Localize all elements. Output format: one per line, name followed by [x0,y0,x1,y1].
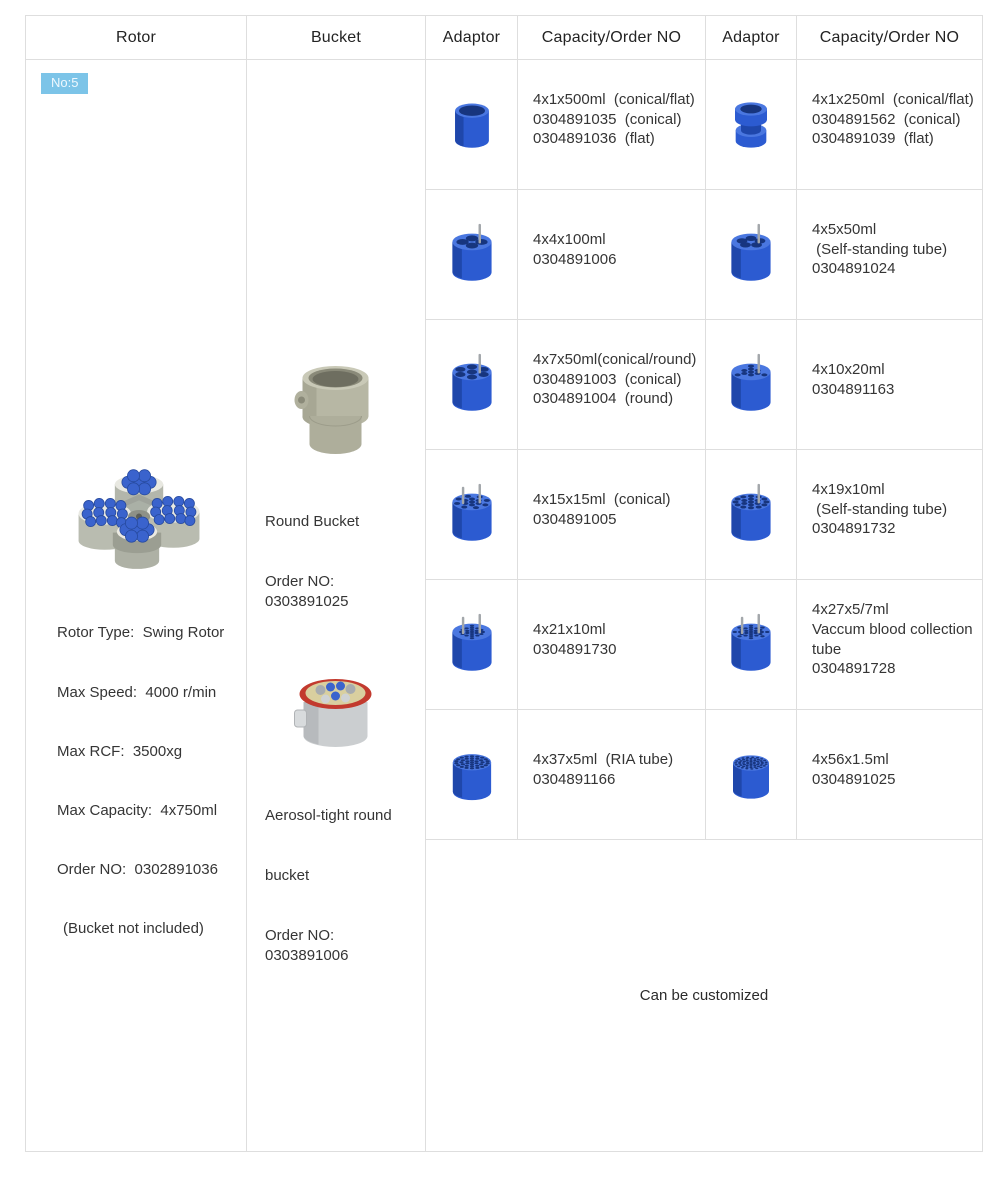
col-header-adaptor-2: Adaptor [706,16,797,60]
aerosol-bucket-label [265,766,421,1006]
rotor-spec-line: (Bucket not included) [63,919,204,937]
capacity-line: 0304891006 [533,250,617,268]
col-header-bucket: Bucket [247,16,426,60]
adaptor-image-56x1.5ml [706,710,797,840]
capacity-line: tube [812,640,842,658]
capacity-line: (Self-standing tube) [812,240,948,258]
round-bucket-label [265,472,421,652]
capacity-line: 0304891039 (flat) [812,130,934,148]
bucket-label-line: Round Bucket [265,513,360,530]
capacity-cell [518,320,706,450]
adaptor-image-21x10ml [426,580,518,710]
capacity-cell [797,710,983,840]
capacity-line: Vaccum blood collection [812,620,973,638]
rotor-spec-line: Rotor Type: Swing Rotor [57,624,225,642]
bucket-order-no: Order NO: 0303891025 [265,573,349,610]
col-header-adaptor-1: Adaptor [426,16,518,60]
capacity-line: 0304891166 [533,770,616,788]
capacity-line: 4x19x10ml [812,480,885,498]
capacity-line: 4x37x5ml (RIA tube) [533,750,674,768]
col-header-capacity-1: Capacity/Order NO [518,16,706,60]
capacity-cell [797,60,983,190]
capacity-line: 4x1x250ml (conical/flat) [812,90,974,108]
capacity-line: 0304891005 [533,510,617,528]
rotor-specs [57,584,240,978]
capacity-line: 4x10x20ml [812,360,885,378]
rotor-cell [26,60,247,1152]
capacity-line: 0304891036 (flat) [533,130,655,148]
adaptor-image-37x5ml [426,710,518,840]
capacity-cell [797,190,983,320]
adaptor-image-500ml [426,60,518,190]
bucket-cell [247,60,426,1152]
capacity-cell [518,190,706,320]
capacity-line: 0304891732 [812,520,896,538]
rotor-number-badge: No:5 [41,73,88,94]
capacity-line: 0304891004 (round) [533,390,674,408]
capacity-line: 4x56x1.5ml [812,750,889,768]
capacity-line: 4x4x100ml [533,230,606,248]
capacity-cell [518,450,706,580]
customized-note-cell [426,840,983,1152]
customized-note: Can be customized [639,987,769,1004]
rotor-spec-line: Max Capacity: 4x750ml [57,801,218,819]
capacity-cell [518,580,706,710]
adaptor-image-250ml [706,60,797,190]
adaptor-image-4x100ml [426,190,518,320]
capacity-cell [797,450,983,580]
round-bucket-image [274,352,399,472]
capacity-line: 4x21x10ml [533,620,606,638]
capacity-line: 0304891562 (conical) [812,110,961,128]
bucket-label-line: Aerosol-tight round [265,807,392,824]
bucket-order-no: Order NO: 0303891006 [265,927,349,964]
capacity-line: 4x7x50ml(conical/round) [533,350,697,368]
col-header-capacity-2: Capacity/Order NO [797,16,983,60]
capacity-cell [518,710,706,840]
capacity-line: 0304891730 [533,640,617,658]
capacity-line: 0304891728 [812,660,896,678]
capacity-line: 0304891035 (conical) [533,110,682,128]
adaptor-image-5x50ml [706,190,797,320]
adaptor-image-10x20ml [706,320,797,450]
capacity-cell [518,60,706,190]
adaptor-image-7x50ml [426,320,518,450]
aerosol-bucket-image [274,658,399,770]
capacity-line: 0304891163 [812,380,895,398]
capacity-line: 4x27x5/7ml [812,600,889,618]
rotor-spec-line: Max Speed: 4000 r/min [57,683,217,701]
capacity-cell [797,580,983,710]
bucket-label-line: bucket [265,867,310,884]
capacity-cell [797,320,983,450]
adaptor-image-19x10ml [706,450,797,580]
swing-rotor-image [50,442,222,578]
rotor-spec-table [25,15,983,1152]
rotor-spec-line: Max RCF: 3500xg [57,742,183,760]
adaptor-image-15x15ml [426,450,518,580]
col-header-rotor: Rotor [26,16,247,60]
capacity-line: (Self-standing tube) [812,500,948,518]
adaptor-image-27-tube [706,580,797,710]
capacity-line: 0304891003 (conical) [533,370,682,388]
capacity-line: 4x5x50ml [812,220,877,238]
capacity-line: 4x1x500ml (conical/flat) [533,90,695,108]
rotor-spec-line: Order NO: 0302891036 [57,860,218,878]
capacity-line: 4x15x15ml (conical) [533,490,671,508]
capacity-line: 0304891024 [812,260,896,278]
capacity-line: 0304891025 [812,770,896,788]
